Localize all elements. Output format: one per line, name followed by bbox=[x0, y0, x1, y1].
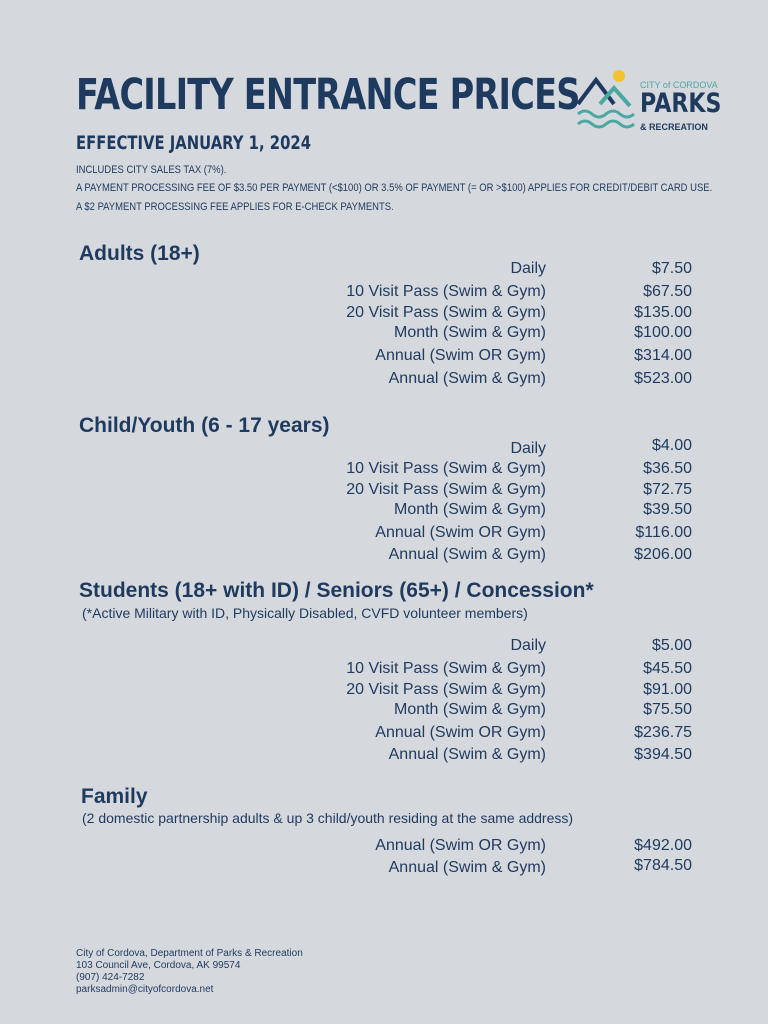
students-row-label: 10 Visit Pass (Swim & Gym) bbox=[346, 660, 546, 677]
students-row-label: Annual (Swim OR Gym) bbox=[375, 724, 546, 741]
family-title: Family bbox=[81, 785, 148, 808]
card-fee-note: A PAYMENT PROCESSING FEE OF $3.50 PER PAYMENT (<$100) OR 3.5% OF PAYMENT (= OR >$100) APPLIES FOR CREDIT/DEBIT CARD USE. bbox=[76, 182, 713, 194]
adults-row-price: $523.00 bbox=[634, 370, 692, 387]
youth-row-price: $206.00 bbox=[634, 546, 692, 563]
page-title: FACILITY ENTRANCE PRICES bbox=[76, 70, 580, 120]
logo-recreation-text: & RECREATION bbox=[640, 122, 708, 132]
tax-note: INCLUDES CITY SALES TAX (7%). bbox=[76, 164, 227, 176]
adults-row-label: Annual (Swim OR Gym) bbox=[375, 347, 546, 364]
youth-row-label: Annual (Swim OR Gym) bbox=[375, 524, 546, 541]
adults-row-label: Month (Swim & Gym) bbox=[393, 324, 546, 341]
adults-row-label: Annual (Swim & Gym) bbox=[388, 370, 546, 387]
footer-phone: (907) 424-7282 bbox=[76, 972, 145, 983]
students-subtitle: (*Active Military with ID, Physically Disabled, CVFD volunteer members) bbox=[82, 605, 528, 621]
logo-city-text: CITY of CORDOVA bbox=[640, 80, 718, 90]
students-row-label: Daily bbox=[510, 637, 546, 654]
youth-row-price: $4.00 bbox=[651, 437, 692, 454]
footer-address: 103 Council Ave, Cordova, AK 99574 bbox=[76, 960, 241, 971]
adults-row-price: $135.00 bbox=[634, 304, 692, 321]
youth-row-price: $116.00 bbox=[635, 524, 692, 541]
family-row-price: $492.00 bbox=[634, 837, 692, 854]
students-row-price: $5.00 bbox=[651, 637, 692, 654]
family-row-label: Annual (Swim OR Gym) bbox=[375, 837, 546, 854]
students-title: Students (18+ with ID) / Seniors (65+) / Concession* bbox=[79, 579, 594, 602]
adults-row-price: $67.50 bbox=[643, 283, 692, 300]
adults-row-label: Daily bbox=[510, 260, 546, 277]
family-subtitle: (2 domestic partnership adults & up 3 child/youth residing at the same address) bbox=[82, 810, 574, 826]
youth-row-label: 20 Visit Pass (Swim & Gym) bbox=[346, 481, 546, 498]
students-row-price: $45.50 bbox=[643, 660, 692, 677]
footer-department: City of Cordova, Department of Parks & Recreation bbox=[76, 948, 303, 959]
youth-title: Child/Youth (6 - 17 years) bbox=[79, 414, 330, 437]
adults-row-price: $100.00 bbox=[634, 324, 692, 341]
adults-row-price: $7.50 bbox=[651, 260, 692, 277]
effective-date: EFFECTIVE JANUARY 1, 2024 bbox=[76, 132, 312, 154]
students-row-price: $75.50 bbox=[643, 701, 692, 718]
echeck-fee-note: A $2 PAYMENT PROCESSING FEE APPLIES FOR E-CHECK PAYMENTS. bbox=[76, 201, 394, 213]
logo-parks-text: PARKS bbox=[640, 88, 722, 119]
youth-row-label: Daily bbox=[510, 440, 546, 457]
adults-row-label: 10 Visit Pass (Swim & Gym) bbox=[346, 283, 546, 300]
family-row-label: Annual (Swim & Gym) bbox=[388, 859, 546, 876]
students-row-label: Month (Swim & Gym) bbox=[393, 701, 546, 718]
family-row-price: $784.50 bbox=[634, 857, 692, 874]
students-row-label: Annual (Swim & Gym) bbox=[388, 746, 546, 763]
footer-email[interactable]: parksadmin@cityofcordova.net bbox=[76, 984, 214, 995]
youth-row-label: 10 Visit Pass (Swim & Gym) bbox=[346, 460, 546, 477]
youth-row-price: $36.50 bbox=[643, 460, 692, 477]
adults-title: Adults (18+) bbox=[79, 242, 200, 265]
students-row-price: $394.50 bbox=[634, 746, 692, 763]
students-row-price: $91.00 bbox=[643, 681, 692, 698]
adults-row-price: $314.00 bbox=[634, 347, 692, 364]
students-row-price: $236.75 bbox=[634, 724, 692, 741]
youth-row-price: $39.50 bbox=[643, 501, 692, 518]
adults-row-label: 20 Visit Pass (Swim & Gym) bbox=[346, 304, 546, 321]
youth-row-label: Month (Swim & Gym) bbox=[393, 501, 546, 518]
youth-row-label: Annual (Swim & Gym) bbox=[388, 546, 546, 563]
students-row-label: 20 Visit Pass (Swim & Gym) bbox=[346, 681, 546, 698]
youth-row-price: $72.75 bbox=[643, 481, 692, 498]
